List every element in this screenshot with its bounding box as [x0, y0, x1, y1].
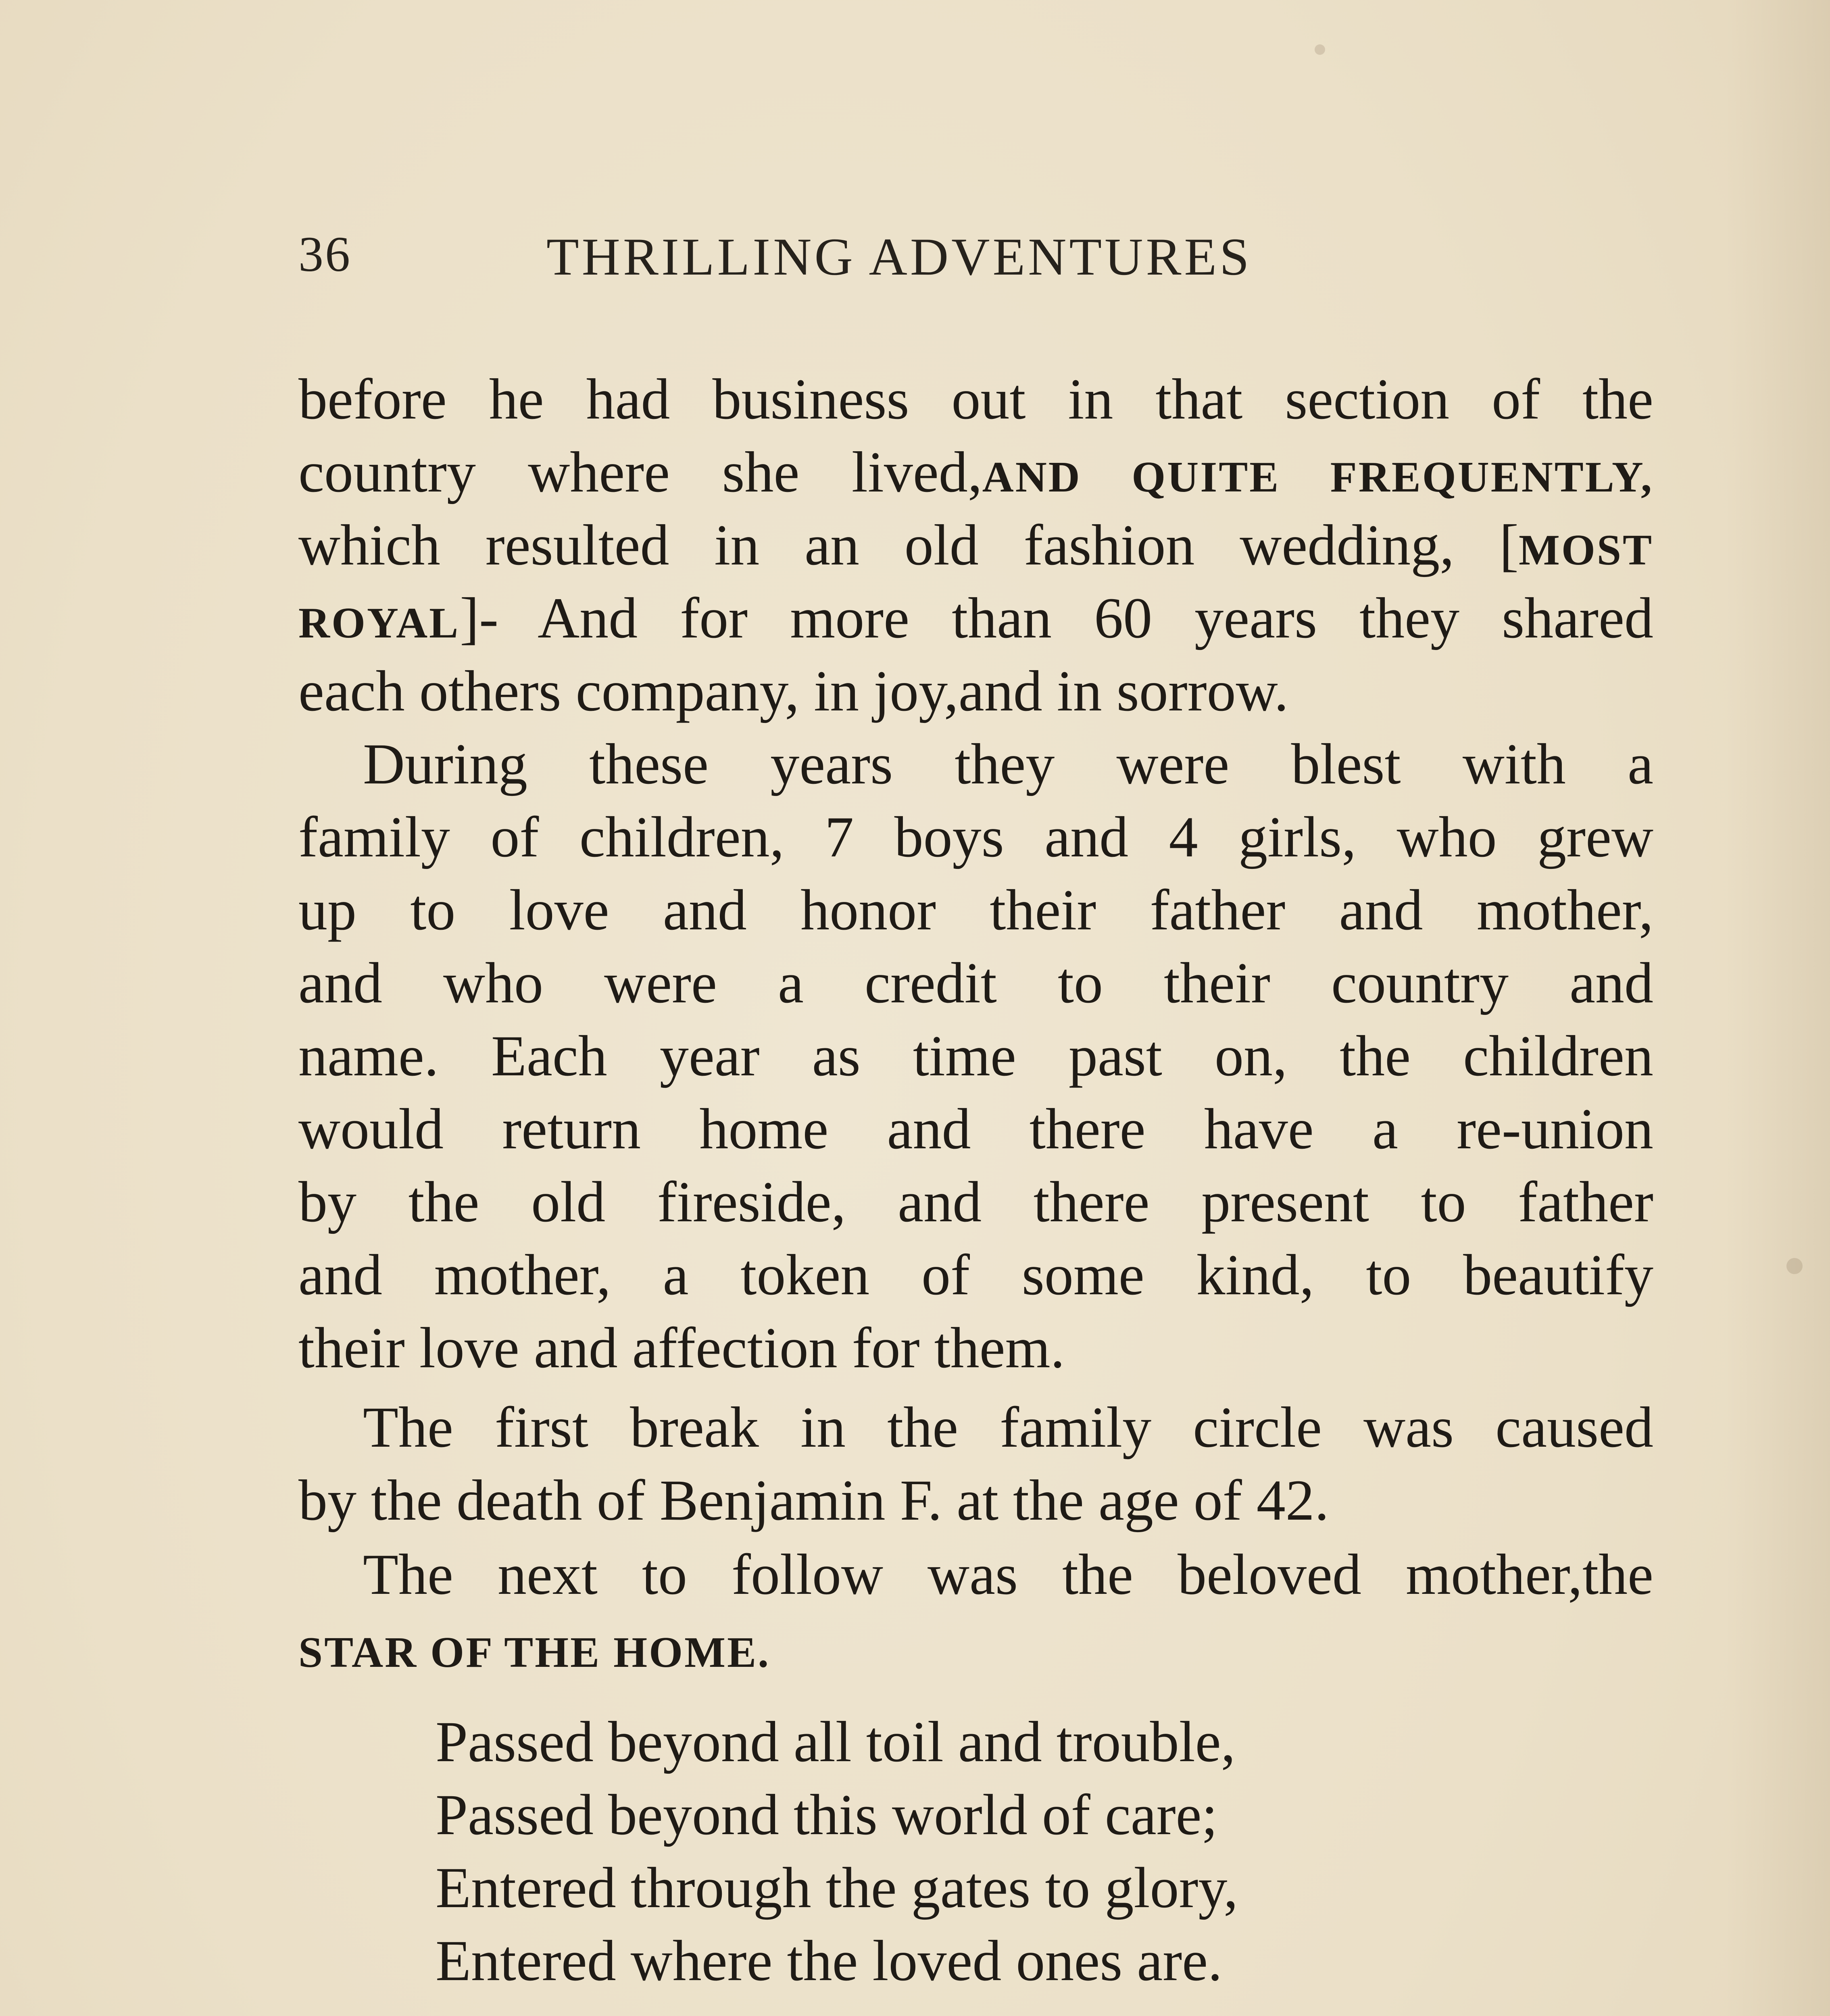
- text-line: and mother, a token of some kind, to beautify: [298, 1243, 1653, 1307]
- text-line: each others company, in joy,and in sorrow.: [298, 659, 1289, 723]
- poem-line: Entered through the gates to glory,: [436, 1856, 1238, 1920]
- page-header: [298, 226, 1448, 294]
- text-line: family of children, 7 boys and 4 girls, who grew: [298, 805, 1653, 869]
- text-line: name. Each year as time past on, the children: [298, 1024, 1653, 1088]
- poem-line: Entered where the loved ones are.: [436, 1929, 1223, 1993]
- paragraph-2: [298, 728, 1653, 1385]
- poem-line: Passed beyond all toil and trouble,: [436, 1710, 1236, 1774]
- paper-spot: [1315, 44, 1325, 55]
- page-edge-shadow: [1725, 0, 1830, 2016]
- text-line: by the old fireside, and there present to father: [298, 1170, 1653, 1234]
- text-line: [298, 509, 1653, 582]
- paragraph-4: [298, 1538, 1653, 1684]
- text-span: country where she lived,: [298, 440, 982, 504]
- page-number: 36: [298, 227, 352, 282]
- text-line: their love and affection for them.: [298, 1316, 1065, 1380]
- text-line: [298, 1611, 1653, 1684]
- text-line: by the death of Benjamin F. at the age of 42.: [298, 1468, 1329, 1533]
- text-span: ]- And for more than 60 years they shared: [460, 586, 1653, 650]
- poem-line: Passed beyond this world of care;: [436, 1783, 1218, 1847]
- text-span: which resulted in an old fashion wedding, [: [298, 513, 1519, 577]
- small-caps-span: ROYAL: [298, 599, 460, 647]
- small-caps-span: MOST: [1518, 526, 1653, 574]
- text-line: The first break in the family circle was caused: [363, 1395, 1653, 1460]
- poem-stanza: [436, 1706, 1238, 1997]
- text-line: [298, 436, 1653, 509]
- paper-spot: [1786, 1258, 1803, 1274]
- text-line: would return home and there have a re-union: [298, 1097, 1653, 1161]
- small-caps-span: STAR OF THE HOME.: [298, 1629, 771, 1677]
- running-title: THRILLING ADVENTURES: [546, 227, 1252, 286]
- small-caps-span: AND QUITE FREQUENTLY,: [982, 453, 1653, 501]
- text-line: [298, 582, 1653, 655]
- text-line: and who were a credit to their country and: [298, 951, 1653, 1015]
- text-line: up to love and honor their father and mother,: [298, 878, 1653, 942]
- text-line: During these years they were blest with a: [363, 732, 1653, 796]
- paragraph-3: [298, 1391, 1653, 1537]
- paragraph-1: [298, 363, 1653, 728]
- text-line: before he had business out in that section of the: [298, 367, 1653, 431]
- text-line: The next to follow was the beloved mother,the: [363, 1543, 1653, 1607]
